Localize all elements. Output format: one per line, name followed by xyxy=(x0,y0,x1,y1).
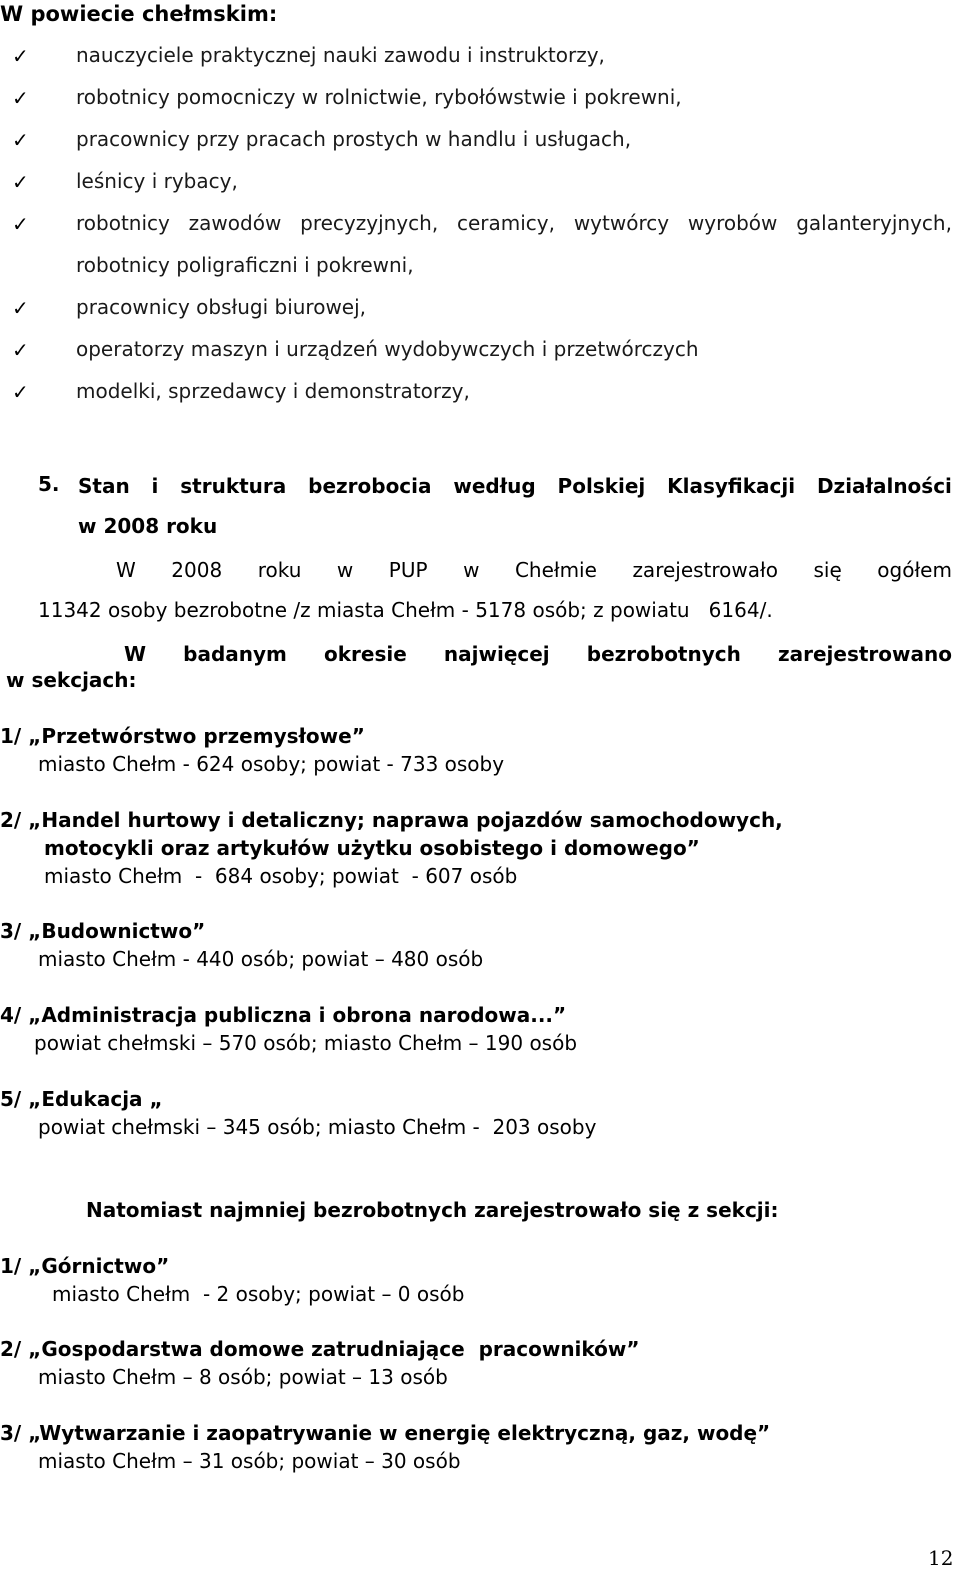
list-item-continuation: robotnicy poligraficzni i pokrewni, xyxy=(76,253,414,277)
list-item: operatorzy maszyn i urządzeń wydobywczych i przetwórczych xyxy=(76,337,699,361)
section-title xyxy=(78,474,952,498)
word: 2008 xyxy=(171,558,223,582)
section-item-detail: miasto Chełm - 684 osoby; powiat - 607 osób xyxy=(44,864,518,888)
section-item-detail: miasto Chełm – 31 osób; powiat – 30 osób xyxy=(38,1449,461,1473)
word: W xyxy=(116,558,136,582)
word: Chełmie xyxy=(514,558,597,582)
list-item: pracownicy przy pracach prostych w handlu i usługach, xyxy=(76,127,632,151)
section-item-detail: powiat chełmski – 570 osób; miasto Chełm – 190 osób xyxy=(34,1031,578,1055)
check-icon: ✓ xyxy=(12,338,29,362)
section-item-detail: miasto Chełm - 440 osób; powiat – 480 osób xyxy=(38,947,484,971)
word: roku xyxy=(257,558,302,582)
word: bezrobocia xyxy=(308,474,432,498)
word: zarejestrowano xyxy=(777,642,952,666)
check-icon: ✓ xyxy=(12,380,29,404)
word: zarejestrowało xyxy=(632,558,778,582)
section-item-detail: miasto Chełm - 2 osoby; powiat – 0 osób xyxy=(52,1282,465,1306)
list-item: nauczyciele praktycznej nauki zawodu i instruktorzy, xyxy=(76,43,605,67)
list-item: modelki, sprzedawcy i demonstratorzy, xyxy=(76,379,470,403)
word: wytwórcy xyxy=(573,211,670,235)
check-icon: ✓ xyxy=(12,212,29,236)
word: według xyxy=(453,474,536,498)
section-item-title: 3/ „Budownictwo” xyxy=(0,919,206,943)
word: Działalności xyxy=(816,474,952,498)
list-item-justified xyxy=(76,211,952,235)
section-item-title: 2/ „Gospodarstwa domowe zatrudniające pracowników” xyxy=(0,1337,640,1361)
section-item-title: 2/ „Handel hurtowy i detaliczny; naprawa pojazdów samochodowych, xyxy=(0,808,783,832)
page-number: 12 xyxy=(928,1546,954,1570)
word: W xyxy=(124,642,147,666)
check-icon: ✓ xyxy=(12,170,29,194)
word: ogółem xyxy=(877,558,952,582)
powiat-heading: W powiecie chełmskim: xyxy=(0,2,278,26)
section-number: 5. xyxy=(38,472,60,496)
word: galanteryjnych, xyxy=(796,211,952,235)
section-item-title-line2: motocykli oraz artykułów użytku osobistego i domowego” xyxy=(44,836,700,860)
word: się xyxy=(813,558,842,582)
list-item: pracownicy obsługi biurowej, xyxy=(76,295,367,319)
section-title-line2: w 2008 roku xyxy=(78,514,218,538)
word: okresie xyxy=(324,642,407,666)
section-item-detail: miasto Chełm - 624 osoby; powiat - 733 osoby xyxy=(38,752,505,776)
check-icon: ✓ xyxy=(12,44,29,68)
word: struktura xyxy=(180,474,287,498)
most-line1 xyxy=(124,642,952,666)
word: Polskiej xyxy=(557,474,646,498)
section-item-detail: miasto Chełm – 8 osób; powiat – 13 osób xyxy=(38,1365,448,1389)
word: najwięcej xyxy=(443,642,550,666)
section-item-title: 5/ „Edukacja „ xyxy=(0,1087,163,1111)
word: precyzyjnych, xyxy=(300,211,439,235)
least-heading: Natomiast najmniej bezrobotnych zarejestrowało się z sekcji: xyxy=(86,1198,779,1222)
word: PUP xyxy=(388,558,428,582)
check-icon: ✓ xyxy=(12,296,29,320)
word: robotnicy xyxy=(76,211,170,235)
word: i xyxy=(151,474,159,498)
section-item-title: 4/ „Administracja publiczna i obrona narodowa...” xyxy=(0,1003,567,1027)
check-icon: ✓ xyxy=(12,128,29,152)
word: Stan xyxy=(78,474,130,498)
check-icon: ✓ xyxy=(12,86,29,110)
word: w xyxy=(336,558,354,582)
section-item-detail: powiat chełmski – 345 osób; miasto Chełm - 203 osoby xyxy=(38,1115,597,1139)
list-item: robotnicy pomocniczy w rolnictwie, rybołówstwie i pokrewni, xyxy=(76,85,682,109)
list-item: leśnicy i rybacy, xyxy=(76,169,238,193)
word: zawodów xyxy=(188,211,282,235)
word: bezrobotnych xyxy=(586,642,741,666)
intro-line2: 11342 osoby bezrobotne /z miasta Chełm - 5178 osób; z powiatu 6164/. xyxy=(38,598,773,622)
section-item-title: 3/ „Wytwarzanie i zaopatrywanie w energię elektryczną, gaz, wodę” xyxy=(0,1421,771,1445)
intro-line1 xyxy=(116,558,952,582)
word: wyrobów xyxy=(687,211,778,235)
word: badanym xyxy=(183,642,287,666)
word: w xyxy=(463,558,480,582)
section-item-title: 1/ „Przetwórstwo przemysłowe” xyxy=(0,724,365,748)
section-item-title: 1/ „Górnictwo” xyxy=(0,1254,170,1278)
most-line2: w sekcjach: xyxy=(6,668,137,692)
word: Klasyfikacji xyxy=(667,474,796,498)
word: ceramicy, xyxy=(456,211,555,235)
